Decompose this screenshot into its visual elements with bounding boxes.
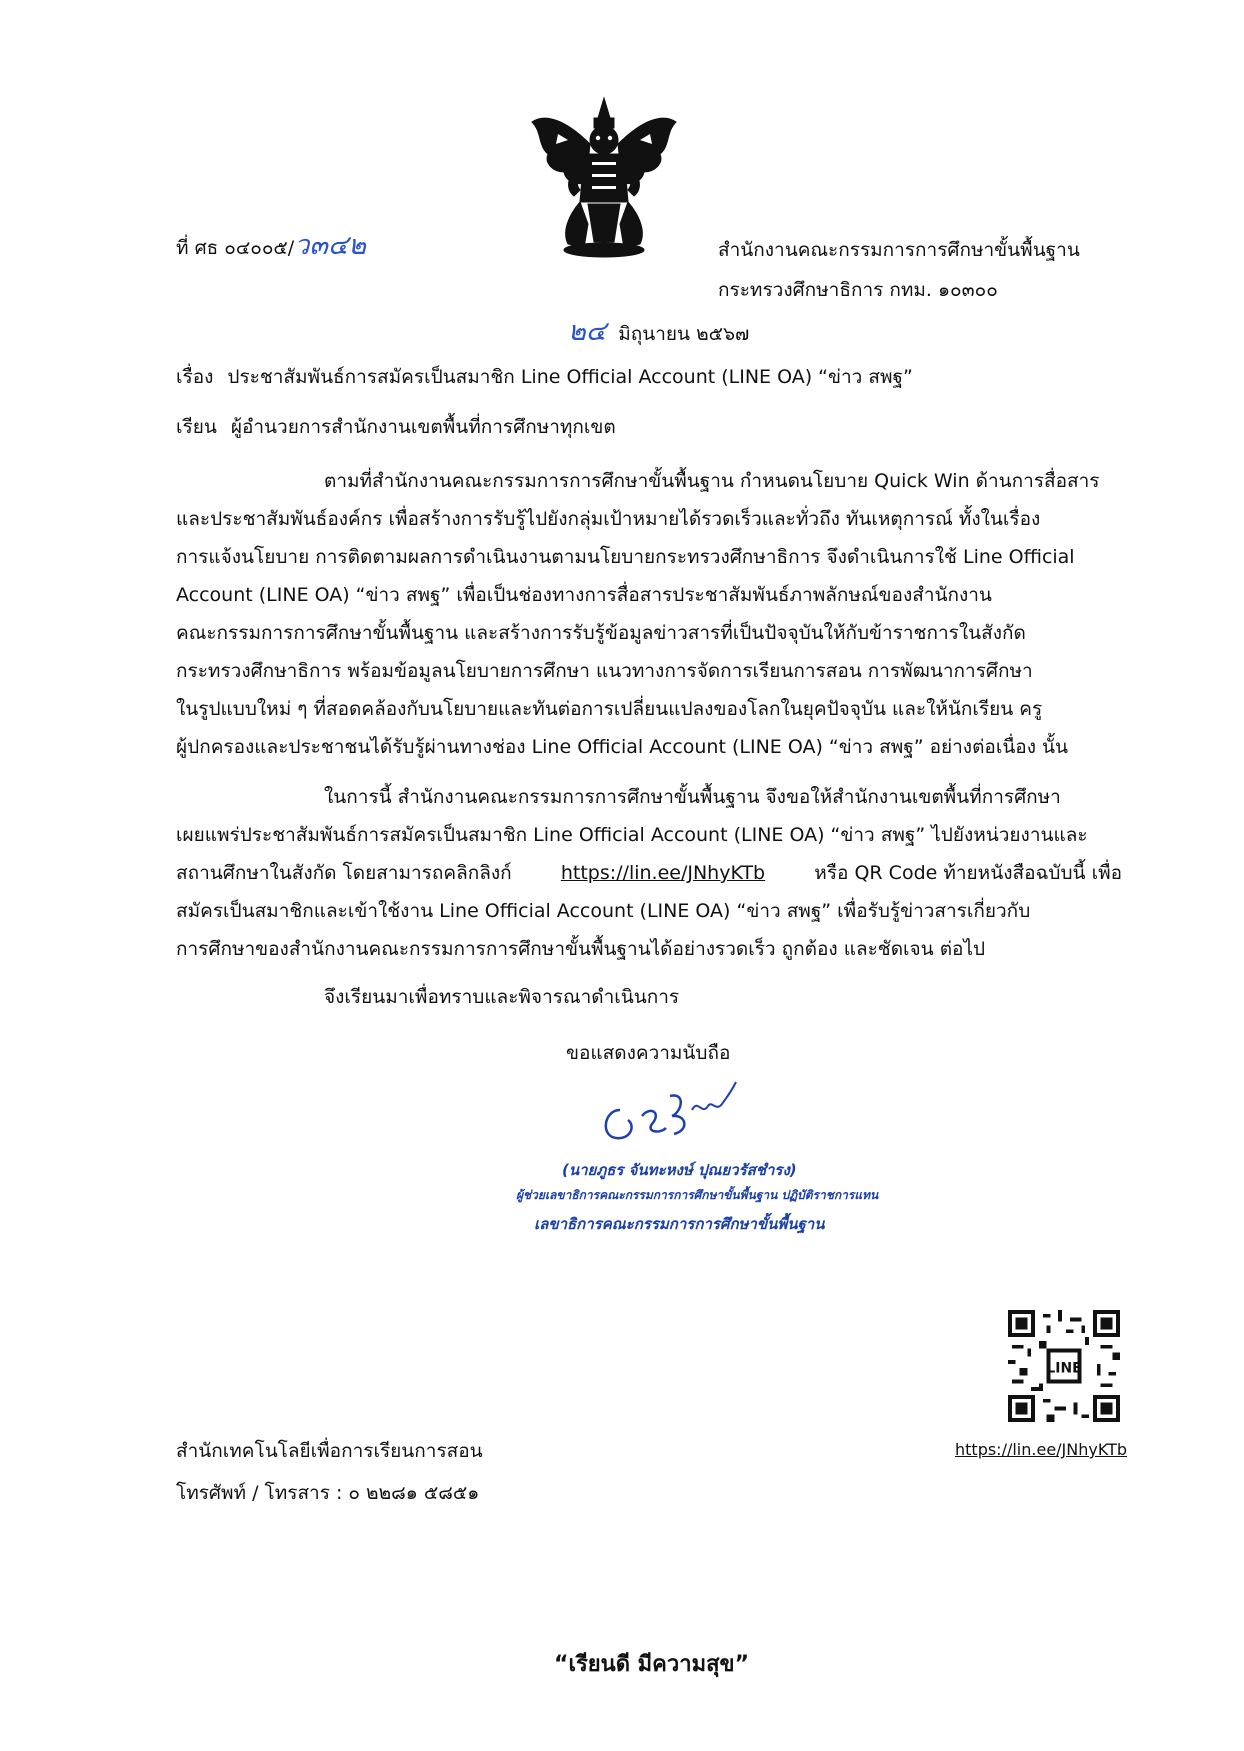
reference-prefix: ที่ ศธ ๐๔๐๐๕/ (176, 237, 295, 259)
recipient-label: เรียน (176, 416, 217, 438)
closing-request: จึงเรียนมาเพื่อทราบและพิจารณาดำเนินการ (324, 986, 680, 1008)
office-address: กระทรวงศึกษาธิการ กทม. ๑๐๓๐๐ (718, 279, 998, 301)
qr-url-link[interactable]: https://lin.ee/JNhyKTb (955, 1440, 1128, 1459)
footer-phone: โทรศัพท์ / โทรสาร : ๐ ๒๒๘๑ ๕๘๕๑ (176, 1482, 480, 1504)
paragraph-line: คณะกรรมการการศึกษาขั้นพื้นฐาน และสร้างการรับรู้ข้อมูลข่าวสารที่เป็นปัจจุบันให้กับข้าราชการในสังกัด (176, 622, 1026, 644)
date-day-handwritten: ๒๔ (568, 316, 607, 347)
qr-code-icon[interactable] (1008, 1310, 1120, 1422)
paragraph-line-with-link: สถานศึกษาในสังกัด โดยสามารถคลิกลิงก์ https://lin.ee/JNhyKTb หรือ QR Code ท้ายหนังสือฉบับนี้ เพื่อ (176, 854, 1122, 892)
closing-regards: ขอแสดงความนับถือ (566, 1042, 731, 1064)
subject-text: ประชาสัมพันธ์การสมัครเป็นสมาชิก Line Official Account (LINE OA) “ข่าว สพฐ” (227, 366, 913, 388)
recipient-text: ผู้อำนวยการสำนักงานเขตพื้นที่การศึกษาทุกเขต (230, 416, 616, 438)
paragraph-line: สมัครเป็นสมาชิกและเข้าใช้งาน Line Official Account (LINE OA) “ข่าว สพฐ” เพื่อรับรู้ข่าวสารเกี่ยวกับ (176, 900, 1031, 922)
paragraph-line: Account (LINE OA) “ข่าว สพฐ” เพื่อเป็นช่องทางการสื่อสารประชาสัมพันธ์ภาพลักษณ์ของสำนักงาน (176, 584, 992, 606)
paragraph-line: เผยแพร่ประชาสัมพันธ์การสมัครเป็นสมาชิก Line Official Account (LINE OA) “ข่าว สพฐ” ไปยังหน่วยงานและ (176, 824, 1088, 846)
reference-number (176, 232, 366, 259)
recipient-line (176, 418, 616, 437)
reference-handwritten: ว๓๔๒ (294, 230, 367, 261)
qr-line-logo-icon: LINE (1046, 1360, 1082, 1377)
handwritten-signature (590, 1076, 740, 1152)
office-name: สำนักงานคณะกรรมการการศึกษาขั้นพื้นฐาน (718, 239, 1080, 261)
signer-position: ผู้ช่วยเลขาธิการคณะกรรมการการศึกษาขั้นพื้นฐาน ปฏิบัติราชการแทน (516, 1188, 879, 1202)
paragraph-line: การแจ้งนโยบาย การติดตามผลการดำเนินงานตามนโยบายกระทรวงศึกษาธิการ จึงดำเนินการใช้ Line Official (176, 546, 1075, 568)
subject-line (176, 368, 913, 387)
paragraph-line: ในการนี้ สำนักงานคณะกรรมการการศึกษาขั้นพื้นฐาน จึงขอให้สำนักงานเขตพื้นที่การศึกษา (324, 786, 1061, 808)
garuda-emblem-icon (528, 92, 680, 260)
signer-name: (นายภูธร จันทะหงษ์ ปุณยวรัสชำรง) (562, 1161, 797, 1179)
paragraph-line: กระทรวงศึกษาธิการ พร้อมข้อมูลนโยบายการศึกษา แนวทางการจัดการเรียนการสอน การพัฒนาการศึกษา (176, 660, 1033, 682)
paragraph-line: การศึกษาของสำนักงานคณะกรรมการการศึกษาขั้นพื้นฐานได้อย่างรวดเร็ว ถูกต้อง และชัดเจน ต่อไป (176, 938, 986, 960)
paragraph-line: ในรูปแบบใหม่ ๆ ที่สอดคล้องกับนโยบายและทันต่อการเปลี่ยนแปลงของโลกในยุคปัจจุบัน และให้นักเรียน ครู (176, 698, 1043, 720)
subject-label: เรื่อง (176, 366, 214, 388)
line-oa-link[interactable]: https://lin.ee/JNhyKTb (560, 862, 766, 884)
footer-motto: “เรียนดี มีความสุข” (554, 1652, 750, 1677)
paragraph-line: ผู้ปกครองและประชาชนได้รับรู้ผ่านทางช่อง Line Official Account (LINE OA) “ข่าว สพฐ” อย่างต่อเนื่อง นั้น (176, 736, 1069, 758)
paragraph-line: ตามที่สำนักงานคณะกรรมการการศึกษาขั้นพื้นฐาน กำหนดนโยบาย Quick Win ด้านการสื่อสาร (324, 470, 1100, 492)
letter-date (568, 318, 749, 345)
date-month-year: มิถุนายน ๒๕๖๗ (618, 323, 750, 345)
signer-position-2: เลขาธิการคณะกรรมการการศึกษาขั้นพื้นฐาน (534, 1215, 825, 1233)
body-paragraph-1 (176, 462, 1122, 766)
body-paragraph-2 (176, 778, 1122, 968)
paragraph-line: และประชาสัมพันธ์องค์กร เพื่อสร้างการรับรู้ไปยังกลุ่มเป้าหมายได้รวดเร็วและทั่วถึง ทันเหตุการณ์ ทั้งในเรื่อง (176, 508, 1041, 530)
office-address-block (718, 230, 1138, 310)
footer-department: สำนักเทคโนโลยีเพื่อการเรียนการสอน (176, 1440, 483, 1462)
